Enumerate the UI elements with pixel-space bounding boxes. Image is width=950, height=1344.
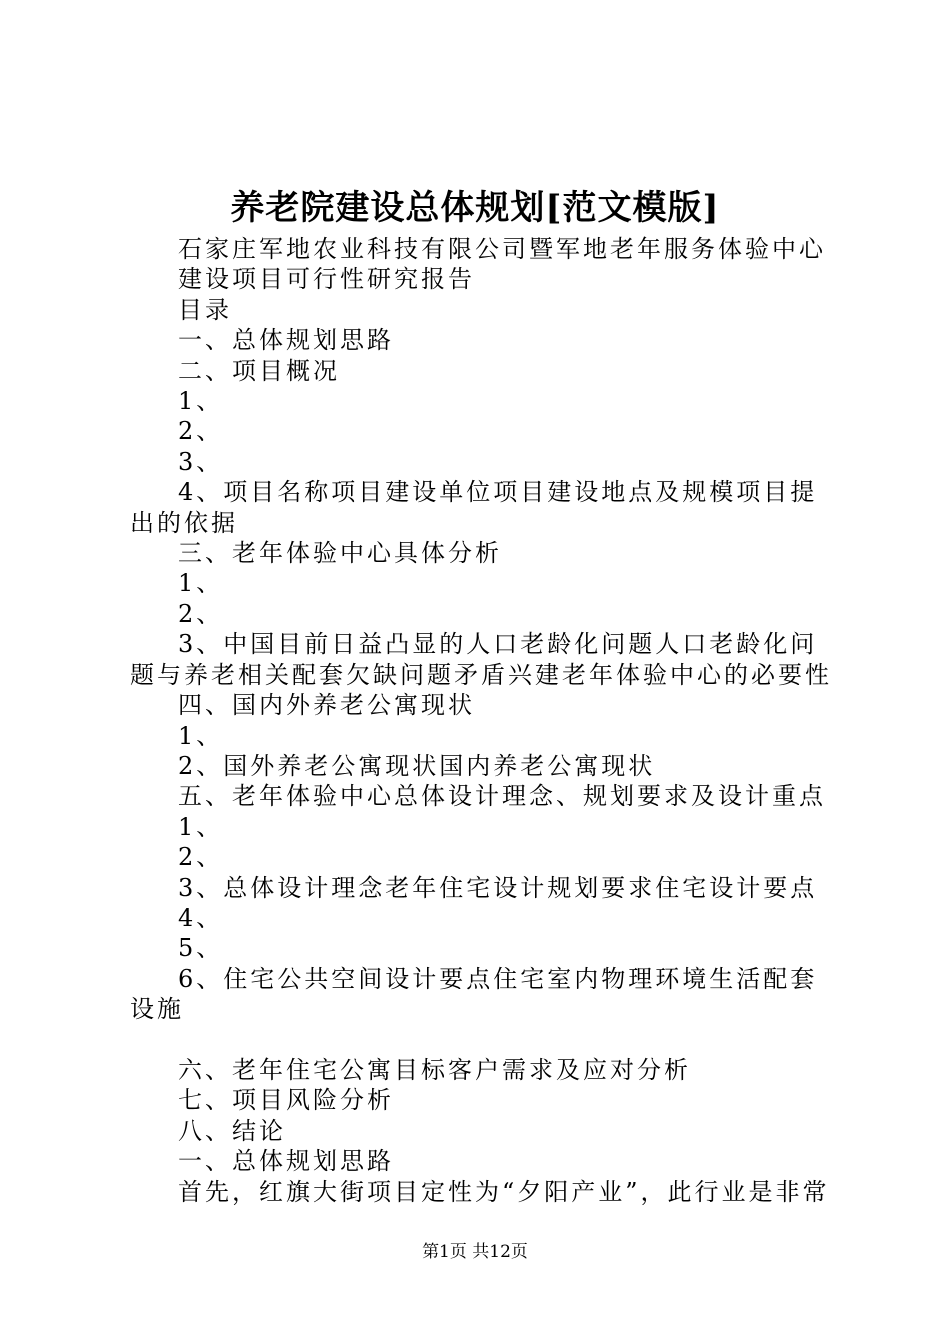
body-paragraph: 2、 [178, 843, 224, 872]
document-title: 养老院建设总体规划[范文模版] [230, 188, 720, 228]
body-paragraph: 5、 [178, 934, 224, 963]
body-paragraph: 建设项目可行性研究报告 [178, 265, 475, 294]
body-paragraph: 3、总体设计理念老年住宅设计规划要求住宅设计要点 [178, 873, 818, 902]
body-paragraph: 1、 [178, 812, 224, 841]
body-paragraph: 6、住宅公共空间设计要点住宅室内物理环境生活配套设施 [130, 964, 818, 1024]
body-paragraph: 2、国外养老公寓现状国内养老公寓现状 [178, 751, 656, 780]
body-paragraph: 目录 [178, 295, 232, 324]
body-paragraph: 首先，红旗大街项目定性为“夕阳产业”，此行业是非常 [178, 1177, 830, 1206]
body-paragraph: 2、 [178, 599, 224, 628]
body-paragraph: 四、国内外养老公寓现状 [178, 691, 475, 720]
body-paragraph: 三、老年体验中心具体分析 [178, 539, 502, 568]
document-body [130, 234, 832, 1207]
body-paragraph: 八、结论 [178, 1116, 286, 1145]
body-paragraph: 1、 [178, 721, 224, 750]
body-paragraph: 六、老年住宅公寓目标客户需求及应对分析 [178, 1055, 691, 1084]
body-paragraph: 二、项目概况 [178, 356, 340, 385]
body-paragraph: 3、中国目前日益凸显的人口老龄化问题人口老龄化问题与养老相关配套欠缺问题矛盾兴建老年体验中心的必要性 [130, 630, 832, 689]
blank-line [130, 1025, 832, 1055]
body-paragraph: 1、 [178, 387, 224, 416]
body-paragraph: 4、项目名称项目建设单位项目建设地点及规模项目提出的依据 [130, 478, 818, 537]
body-paragraph: 一、总体规划思路 [178, 326, 394, 355]
body-paragraph: 五、老年体验中心总体设计理念、规划要求及设计重点 [178, 782, 826, 811]
body-paragraph: 石家庄军地农业科技有限公司暨军地老年服务体验中心 [178, 235, 826, 263]
body-paragraph: 3、 [178, 447, 224, 476]
body-paragraph: 一、总体规划思路 [178, 1147, 394, 1176]
body-paragraph: 1、 [178, 569, 224, 598]
body-paragraph: 4、 [178, 903, 224, 932]
page-footer: 第1页 共12页 [422, 1242, 528, 1262]
body-paragraph: 2、 [178, 417, 224, 446]
body-paragraph: 七、项目风险分析 [178, 1086, 394, 1115]
